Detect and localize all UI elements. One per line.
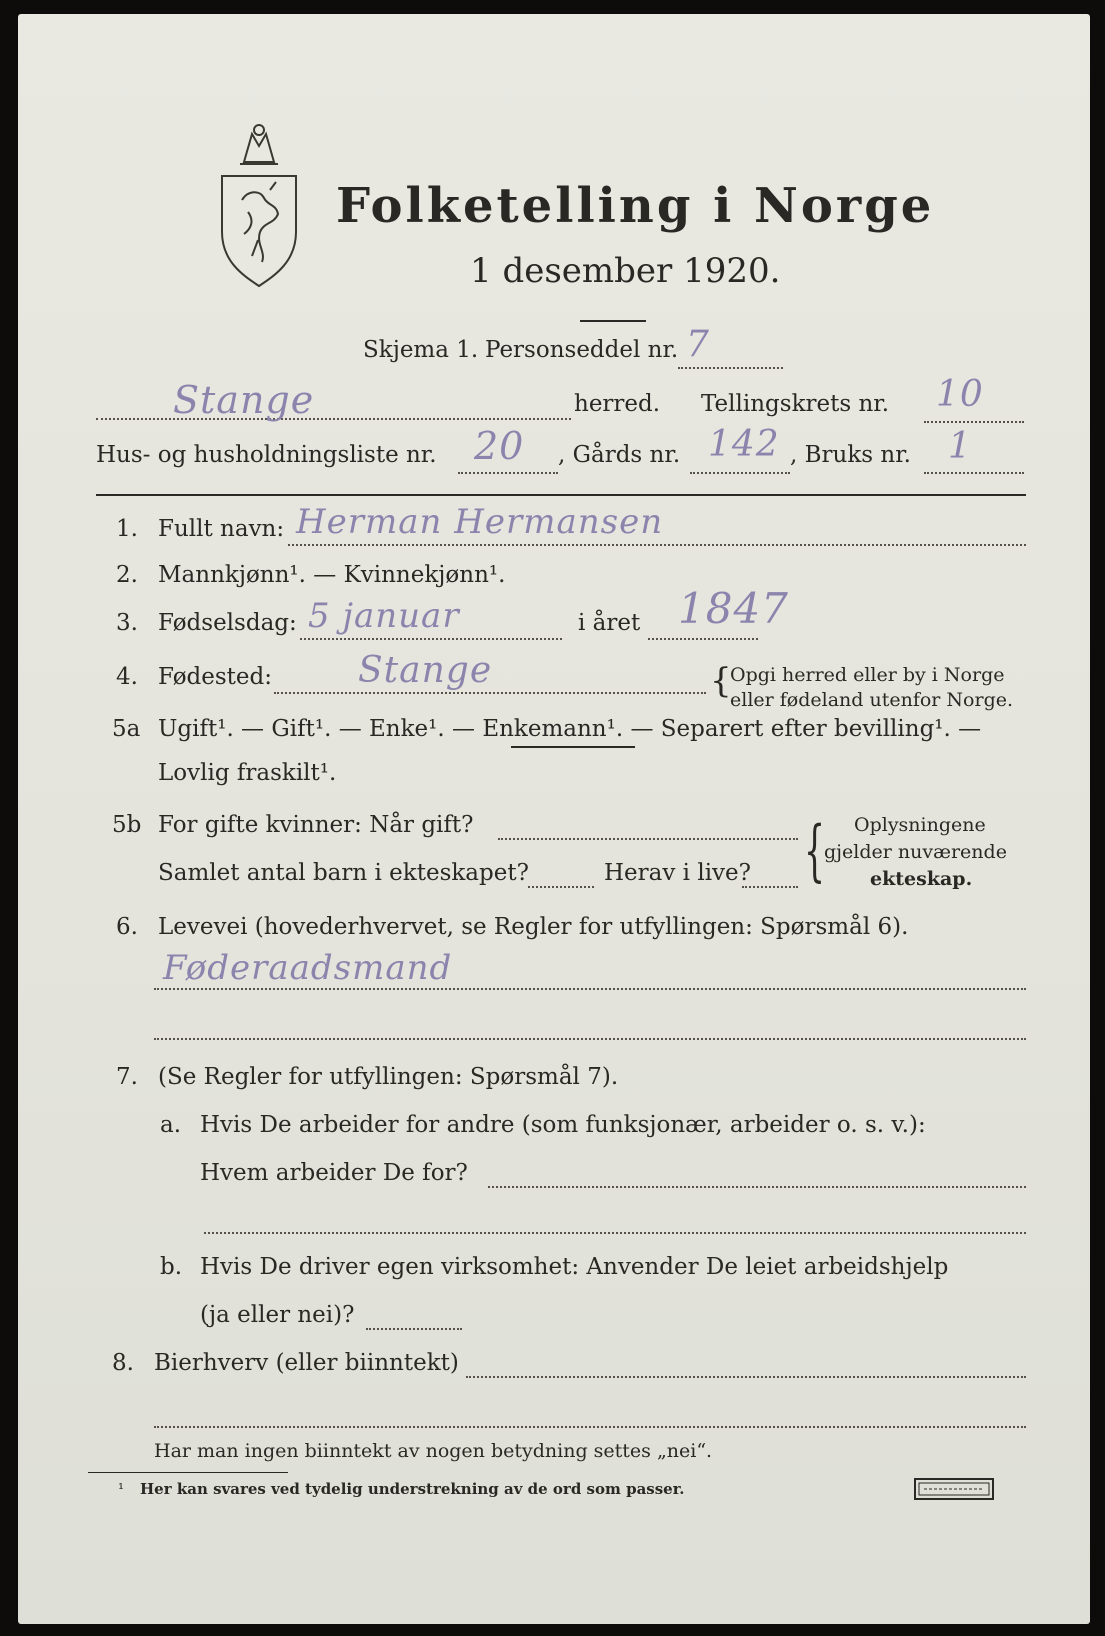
q1-number: 1. [116,516,138,542]
footnote-text: Her kan svares ved tydelig understrekning av de ord som passer. [140,1480,685,1498]
q5b-note1: Oplysningene [854,814,986,836]
herred-line [96,418,571,420]
q3-line [300,638,562,640]
schema-label: Skjema 1. [363,337,479,363]
q5b-children-label: Samlet antal barn i ekteskapet? [158,860,529,886]
q2-label: Mannkjønn¹. — Kvinnekjønn¹. [158,562,506,588]
q5b-note3: ekteskap. [870,868,973,890]
q8-number: 8. [112,1350,134,1376]
title-divider [580,320,646,322]
q7a-line2: Hvem arbeider De for? [200,1160,468,1186]
q5b-brace: { [804,812,825,889]
q5b-married-line [498,838,798,840]
husliste-label: Hus- og husholdningsliste nr. [96,442,437,468]
q5a-line1: Ugift¹. — Gift¹. — Enke¹. — Enkemann¹. — Separert efter bevilling¹. — [158,716,982,742]
q3-label: Fødselsdag: [158,610,297,636]
personseddel-value[interactable]: 7 [686,324,710,365]
q4-note-line2: eller fødeland utenfor Norge. [730,689,1014,711]
census-date: 1 desember 1920. [470,251,781,291]
q6-value[interactable]: Føderaadsmand [163,948,453,988]
q2-number: 2. [116,562,138,588]
q5b-number: 5b [112,812,142,838]
q3-year-line [648,638,758,640]
q7a-line1: Hvis De arbeider for andre (som funksjonær, arbeider o. s. v.): [200,1112,926,1138]
q6-number: 6. [116,914,138,940]
q6-line1 [154,988,1026,990]
tellingskrets-line [924,421,1024,423]
q7-label: (Se Regler for utfyllingen: Spørsmål 7). [158,1064,619,1090]
q7b-line2: (ja eller nei)? [200,1302,355,1328]
q4-brace: { [710,661,732,701]
footnote-rule [88,1472,288,1473]
bruks-value[interactable]: 1 [948,426,972,467]
q6-label: Levevei (hovederhvervet, se Regler for utfyllingen: Spørsmål 6). [158,914,909,940]
q7a-answer-line [488,1186,1026,1188]
q5b-line1: For gifte kvinner: Når gift? [158,812,474,838]
q5a-underline-enkemann [511,746,635,748]
census-form-page [18,14,1090,1624]
q8-label: Bierhverv (eller biinntekt) [154,1350,459,1376]
bruks-line [924,472,1024,474]
husliste-value[interactable]: 20 [474,424,525,468]
q7b-letter: b. [160,1254,183,1280]
q7-number: 7. [116,1064,138,1090]
q3-value[interactable]: 5 januar [308,596,460,636]
footnote-mark: ¹ [118,1480,125,1498]
q6-line2 [154,1038,1026,1040]
gards-value[interactable]: 142 [708,424,780,465]
herred-label: herred. [574,391,661,417]
gards-line [690,472,790,474]
husliste-line [458,472,558,474]
q5b-alive-label: Herav i live? [604,860,751,886]
q4-note-line1: Opgi herred eller by i Norge [730,664,1005,686]
personseddel-line [678,367,783,369]
q5b-note2: gjelder nuværende [824,841,1007,863]
coat-of-arms-icon [214,120,304,290]
personseddel-label: Personseddel nr. [485,337,679,363]
q8-line2 [154,1426,1026,1428]
biinntekt-note: Har man ingen biinntekt av nogen betydning settes „nei“. [154,1440,713,1462]
tellingskrets-label: Tellingskrets nr. [701,391,890,417]
q4-label: Fødested: [158,664,273,690]
q4-line [274,692,706,694]
q7b-answer-line [366,1328,462,1330]
q1-label: Fullt navn: [158,516,285,542]
q7a-answer-line2 [204,1232,1026,1234]
q5b-alive-line [742,886,798,888]
printer-stamp-icon [914,1478,994,1500]
q5a-line2: Lovlig fraskilt¹. [158,760,337,786]
q4-number: 4. [116,664,138,690]
q8-line1 [466,1376,1026,1378]
q7b-line1: Hvis De driver egen virksomhet: Anvender De leiet arbeidshjelp [200,1254,949,1280]
q4-value[interactable]: Stange [358,650,493,691]
q5a-number: 5a [112,716,141,742]
bruks-label: , Bruks nr. [790,442,911,468]
q1-value[interactable]: Herman Hermansen [296,502,664,542]
q5b-children-line [528,886,594,888]
gards-label: , Gårds nr. [558,442,681,468]
form-title: Folketelling i Norge [336,178,935,234]
q3-number: 3. [116,610,138,636]
herred-value[interactable]: Stange [173,378,315,422]
q7a-letter: a. [160,1112,182,1138]
q3-year-value[interactable]: 1847 [678,584,789,633]
header-rule [96,494,1026,496]
q3-year-label: i året [578,610,641,636]
tellingskrets-value[interactable]: 10 [936,374,984,415]
q1-line [288,544,1026,546]
